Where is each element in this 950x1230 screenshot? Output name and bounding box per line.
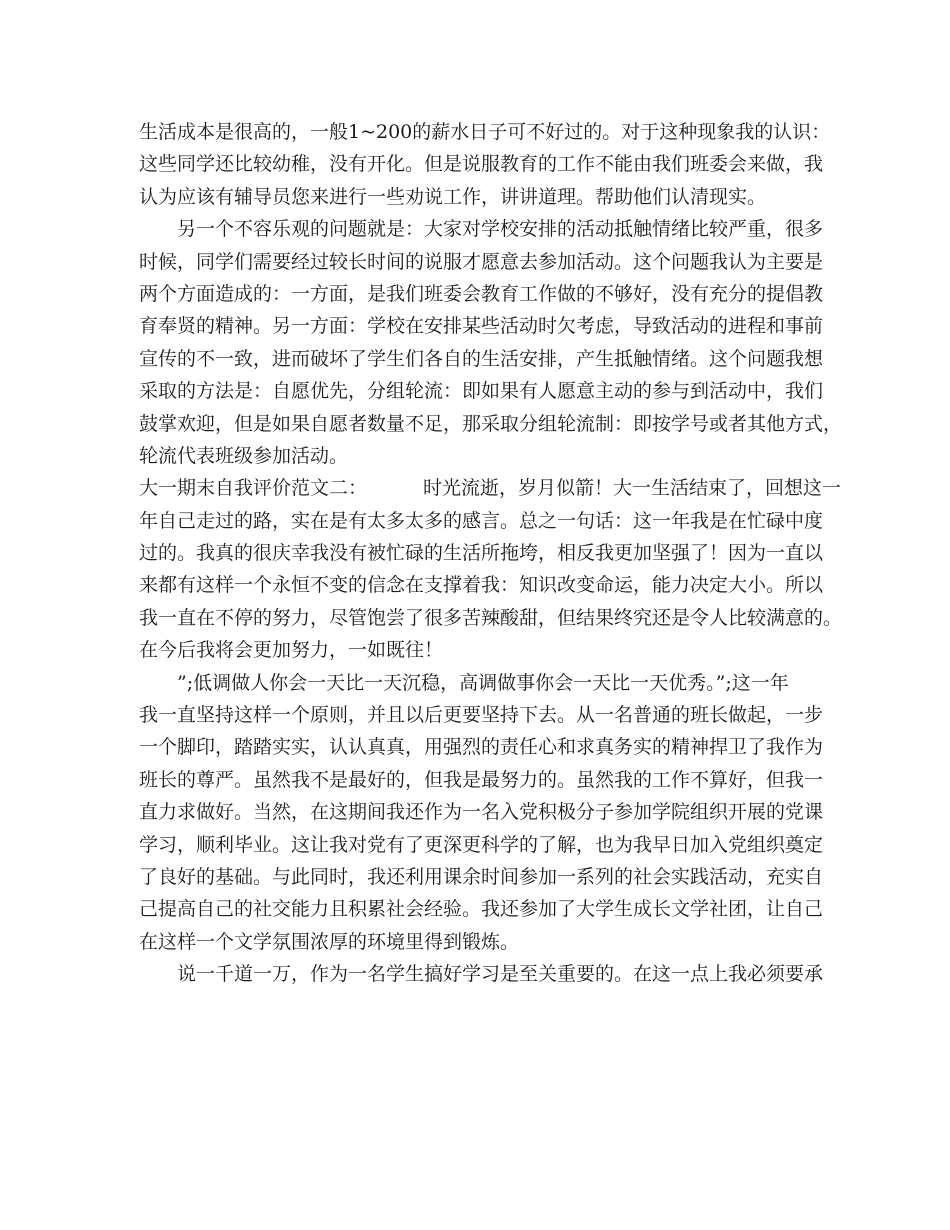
text-line: 直力求做好。当然，在这期间我还作为一名入党积极分子参加学院组织开展的党课: [139, 801, 824, 824]
text-line: 宣传的不一致，进而破坏了学生们各自的生活安排，产生抵触情绪。这个问题我想: [139, 347, 824, 370]
document-body: [139, 116, 843, 991]
section-heading-line: [139, 472, 842, 504]
text-line: 两个方面造成的：一方面，是我们班委会教育工作做的不够好，没有充分的提倡教: [139, 282, 824, 305]
text-line: 我一直在不停的努力，尽管饱尝了很多苦辣酸甜，但结果终究还是令人比较满意的。: [139, 606, 843, 629]
text-line: 时候，同学们需要经过较长时间的说服才愿意去参加活动。这个问题我认为主要是: [139, 250, 824, 273]
text-line: 育奉贤的精神。另一方面：学校在安排某些活动时欠考虑，导致活动的进程和事前: [139, 315, 824, 338]
paragraph-start-line: ”;低调做人你会一天比一天沉稳，高调做事你会一天比一天优秀。”;这一年: [177, 671, 789, 694]
text-line: 过的。我真的很庆幸我没有被忙碌的生活所拖垮，相反我更加坚强了！因为一直以: [139, 542, 824, 565]
text-line: 己提高自己的社交能力且积累社会经验。我还参加了大学生成长文学社团，让自己: [139, 898, 824, 921]
text-line: 采取的方法是：自愿优先，分组轮流：即如果有人愿意主动的参与到活动中，我们: [139, 380, 824, 403]
section-heading: 大一期末自我评价范文二：: [139, 477, 368, 500]
paragraph-start-line: 另一个不容乐观的问题就是：大家对学校安排的活动抵触情绪比较严重，很多: [177, 218, 824, 241]
paragraph-start-line: 说一千道一万，作为一名学生搞好学习是至关重要的。在这一点上我必须要承: [177, 963, 824, 986]
text-line: 认为应该有辅导员您来进行一些劝说工作，讲讲道理。帮助他们认清现实。: [139, 185, 767, 208]
text-line: 年自己走过的路，实在是有太多太多的感言。总之一句话：这一年我是在忙碌中度: [139, 509, 824, 532]
text-line: 来都有这样一个永恒不变的信念在支撑着我：知识改变命运，能力决定大小。所以: [139, 574, 824, 597]
text-line: 鼓掌欢迎，但是如果自愿者数量不足，那采取分组轮流制：即按学号或者其他方式，: [139, 412, 843, 435]
text-line: 班长的尊严。虽然我不是最好的，但我是最努力的。虽然我的工作不算好，但我一: [139, 768, 824, 791]
text-line: 了良好的基础。与此同时，我还利用课余时间参加一系列的社会实践活动，充实自: [139, 865, 824, 888]
section-first-sentence: 时光流逝，岁月似箭！大一生活结束了，回想这一: [423, 477, 842, 500]
text-line: 轮流代表班级参加活动。: [139, 444, 349, 467]
text-line: 学习，顺利毕业。这让我对党有了更深更科学的了解，也为我早日加入党组织奠定: [139, 833, 824, 856]
text-line: 这些同学还比较幼稚，没有开化。但是说服教育的工作不能由我们班委会来做，我: [139, 153, 824, 176]
text-line: 一个脚印，踏踏实实，认认真真，用强烈的责任心和求真务实的精神捍卫了我作为: [139, 736, 824, 759]
text-line: 生活成本是很高的，一般1~200的薪水日子可不好过的。对于这种现象我的认识：: [139, 121, 831, 143]
text-line: 我一直坚持这样一个原则，并且以后更要坚持下去。从一名普通的班长做起，一步: [139, 704, 824, 727]
text-line: 在这样一个文学氛围浓厚的环境里得到锻炼。: [139, 930, 520, 953]
text-line: 在今后我将会更加努力，一如既往！: [139, 639, 444, 662]
